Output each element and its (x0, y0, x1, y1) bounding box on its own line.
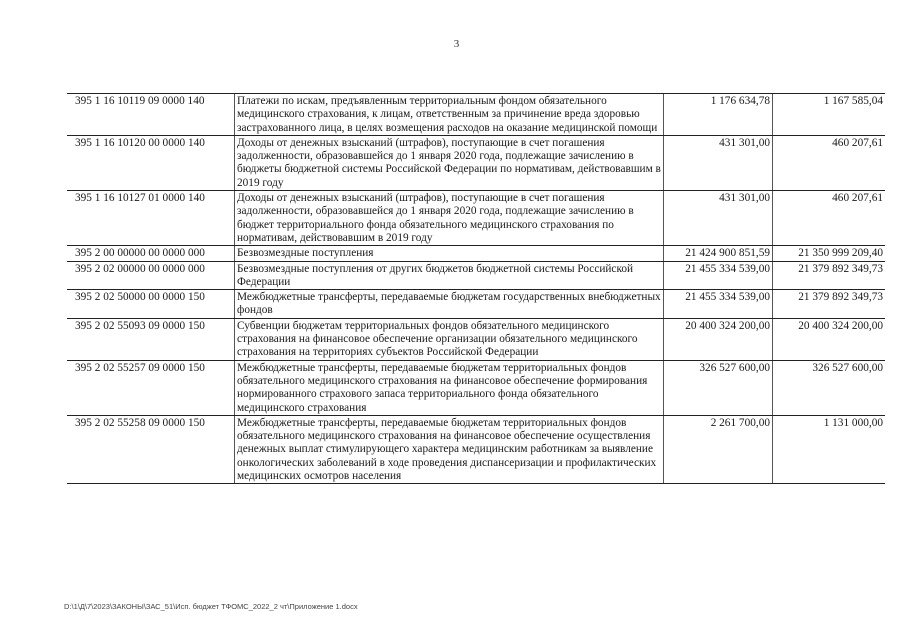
table-row (67, 94, 885, 136)
amount-plan-cell: 326 527 600,00 (664, 360, 773, 415)
table-row (67, 415, 885, 483)
budget-code-cell: 395 2 02 55258 09 0000 150 (67, 415, 235, 483)
income-name-cell: Доходы от денежных взысканий (штрафов), поступающие в счет погашения задолженности, образовавшейся до 1 января 2020 года, подлежащие зачислению в бюджет территориального фонда обязательного медицинского страхования по нормативам, действовавшим в 2019 году (235, 191, 664, 246)
income-name-cell: Платежи по искам, предъявленным территориальным фондом обязательного медицинского страхования, к лицам, ответственным за причинение вреда здоровью застрахованного лица, в целях возмещения расходов на оказание медицинской помощи (235, 94, 664, 136)
table-row (67, 360, 885, 415)
income-name-cell: Межбюджетные трансферты, передаваемые бюджетам территориальных фондов обязательного медицинского страхования на финансовое обеспечение формирования нормированного страхового запаса территориального фонда обязательного медицинского страхования (235, 360, 664, 415)
amount-actual-cell: 460 207,61 (773, 135, 886, 190)
footer-file-path: D:\1\Д\7\2023\ЗАКОНЫ\ЗАС_51\Исп. бюджет ТФОМС_2022_2 чт\Приложение 1.docx (64, 602, 358, 611)
income-name-cell: Межбюджетные трансферты, передаваемые бюджетам государственных внебюджетных фондов (235, 290, 664, 319)
budget-code-cell: 395 1 16 10120 00 0000 140 (67, 135, 235, 190)
page-number: 3 (453, 38, 460, 50)
amount-actual-cell: 21 379 892 349,73 (773, 261, 886, 290)
amount-plan-cell: 2 261 700,00 (664, 415, 773, 483)
budget-code-cell: 395 2 02 50000 00 0000 150 (67, 290, 235, 319)
amount-actual-cell: 21 350 999 209,40 (773, 246, 886, 261)
table-row (67, 318, 885, 360)
budget-code-cell: 395 1 16 10119 09 0000 140 (67, 94, 235, 136)
income-name-cell: Межбюджетные трансферты, передаваемые бюджетам территориальных фондов обязательного медицинского страхования на финансовое обеспечение осуществления денежных выплат стимулирующего характера медицинским работникам за выявление онкологических заболеваний в ходе проведения диспансеризации и профилактических медицинских осмотров населения (235, 415, 664, 483)
table-row (67, 191, 885, 246)
revenue-table (67, 93, 885, 484)
amount-plan-cell: 21 424 900 851,59 (664, 246, 773, 261)
amount-actual-cell: 20 400 324 200,00 (773, 318, 886, 360)
income-name-cell: Субвенции бюджетам территориальных фондов обязательного медицинского страхования на финансовое обеспечение организации обязательного медицинского страхования на территориях субъектов Российской Федерации (235, 318, 664, 360)
table-row (67, 135, 885, 190)
table-row (67, 261, 885, 290)
budget-code-cell: 395 2 02 00000 00 0000 000 (67, 261, 235, 290)
amount-plan-cell: 1 176 634,78 (664, 94, 773, 136)
amount-actual-cell: 460 207,61 (773, 191, 886, 246)
budget-code-cell: 395 2 02 55257 09 0000 150 (67, 360, 235, 415)
table-row (67, 290, 885, 319)
amount-plan-cell: 21 455 334 539,00 (664, 261, 773, 290)
amount-actual-cell: 21 379 892 349,73 (773, 290, 886, 319)
amount-actual-cell: 1 131 000,00 (773, 415, 886, 483)
income-name-cell: Безвозмездные поступления от других бюджетов бюджетной системы Российской Федерации (235, 261, 664, 290)
income-name-cell: Безвозмездные поступления (235, 246, 664, 261)
budget-code-cell: 395 2 02 55093 09 0000 150 (67, 318, 235, 360)
amount-plan-cell: 431 301,00 (664, 191, 773, 246)
amount-actual-cell: 326 527 600,00 (773, 360, 886, 415)
table-row (67, 246, 885, 261)
amount-plan-cell: 21 455 334 539,00 (664, 290, 773, 319)
amount-actual-cell: 1 167 585,04 (773, 94, 886, 136)
budget-code-cell: 395 2 00 00000 00 0000 000 (67, 246, 235, 261)
amount-plan-cell: 20 400 324 200,00 (664, 318, 773, 360)
income-name-cell: Доходы от денежных взысканий (штрафов), поступающие в счет погашения задолженности, образовавшейся до 1 января 2020 года, подлежащие зачислению в бюджеты бюджетной системы Российской Федерации по нормативам, действовавшим в 2019 году (235, 135, 664, 190)
amount-plan-cell: 431 301,00 (664, 135, 773, 190)
budget-code-cell: 395 1 16 10127 01 0000 140 (67, 191, 235, 246)
